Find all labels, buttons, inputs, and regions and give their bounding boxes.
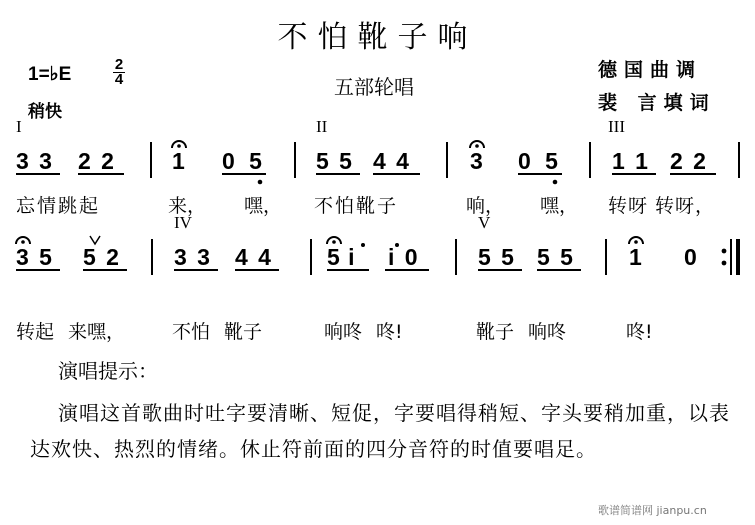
time-signature bbox=[112, 58, 126, 87]
lyric-text: 咚! bbox=[626, 321, 653, 343]
lyric-text: 靴子 响咚 bbox=[476, 321, 567, 343]
rehearsal-mark: I bbox=[16, 117, 22, 136]
note-group: 2 2 bbox=[78, 148, 114, 174]
rehearsal-mark: V bbox=[478, 213, 491, 232]
rehearsal-mark: III bbox=[608, 117, 625, 136]
tempo-marking: 稍快 bbox=[28, 102, 62, 122]
note-group: 0 5 bbox=[222, 148, 262, 174]
note-group: 3 5 bbox=[16, 244, 52, 270]
lyric-text: 来， bbox=[168, 195, 207, 217]
lyric-text: 嘿， bbox=[540, 195, 579, 217]
lyric-text: 忘情跳起 bbox=[16, 195, 101, 217]
lyric-text: 转起 来嘿， bbox=[16, 321, 126, 343]
note-group: 3 bbox=[470, 148, 483, 174]
note-group: 0 bbox=[684, 244, 697, 270]
note-group: 4 4 bbox=[235, 244, 271, 270]
note-group: 5 i bbox=[327, 244, 355, 270]
rehearsal-mark: IV bbox=[174, 213, 192, 232]
time-signature-top: 2 bbox=[114, 56, 124, 73]
lyric-text: 转呀 转呀， bbox=[608, 195, 716, 217]
watermark: 歌谱简谱网 jianpu.cn bbox=[598, 504, 707, 517]
note-group: 1 1 bbox=[612, 148, 648, 174]
lyricist-credit: 裴 言填词 bbox=[598, 92, 716, 114]
note-group: 3 3 bbox=[174, 244, 210, 270]
note-group: 5 5 bbox=[478, 244, 514, 270]
song-title: 不怕靴子响 bbox=[277, 20, 478, 55]
composer-credit: 德国曲调 bbox=[598, 59, 703, 81]
hints-heading: 演唱提示： bbox=[58, 359, 158, 383]
note-group: i 0 bbox=[388, 244, 418, 270]
time-signature-bottom: 4 bbox=[114, 71, 124, 88]
note-group: 1 bbox=[629, 244, 642, 270]
subtitle: 五部轮唱 bbox=[334, 75, 414, 99]
hints-body: 演唱这首歌曲时吐字要清晰、短促，字要唱得稍短、字头要稍加重，以表达欢快、热烈的情绪。休止符前面的四分音符的时值要唱足。 bbox=[30, 401, 730, 461]
lyric-text: 响咚 咚! bbox=[324, 321, 403, 343]
note-group: 5 5 bbox=[316, 148, 352, 174]
lyric-text: 嘿， bbox=[244, 195, 283, 217]
key-signature: 1=♭E bbox=[28, 64, 72, 85]
lyric-text: 不怕 靴子 bbox=[172, 321, 263, 343]
note-group: 1 bbox=[172, 148, 185, 174]
rehearsal-mark: II bbox=[316, 117, 328, 136]
note-group: 3 3 bbox=[16, 148, 52, 174]
lyric-text: 响， bbox=[466, 195, 505, 217]
note-group: 5 2 bbox=[83, 244, 119, 270]
note-group: 0 5 bbox=[518, 148, 558, 174]
note-group: 2 2 bbox=[670, 148, 706, 174]
note-group: 4 4 bbox=[373, 148, 409, 174]
note-group: 5 5 bbox=[537, 244, 573, 270]
lyric-text: 不怕靴子 bbox=[314, 195, 399, 217]
